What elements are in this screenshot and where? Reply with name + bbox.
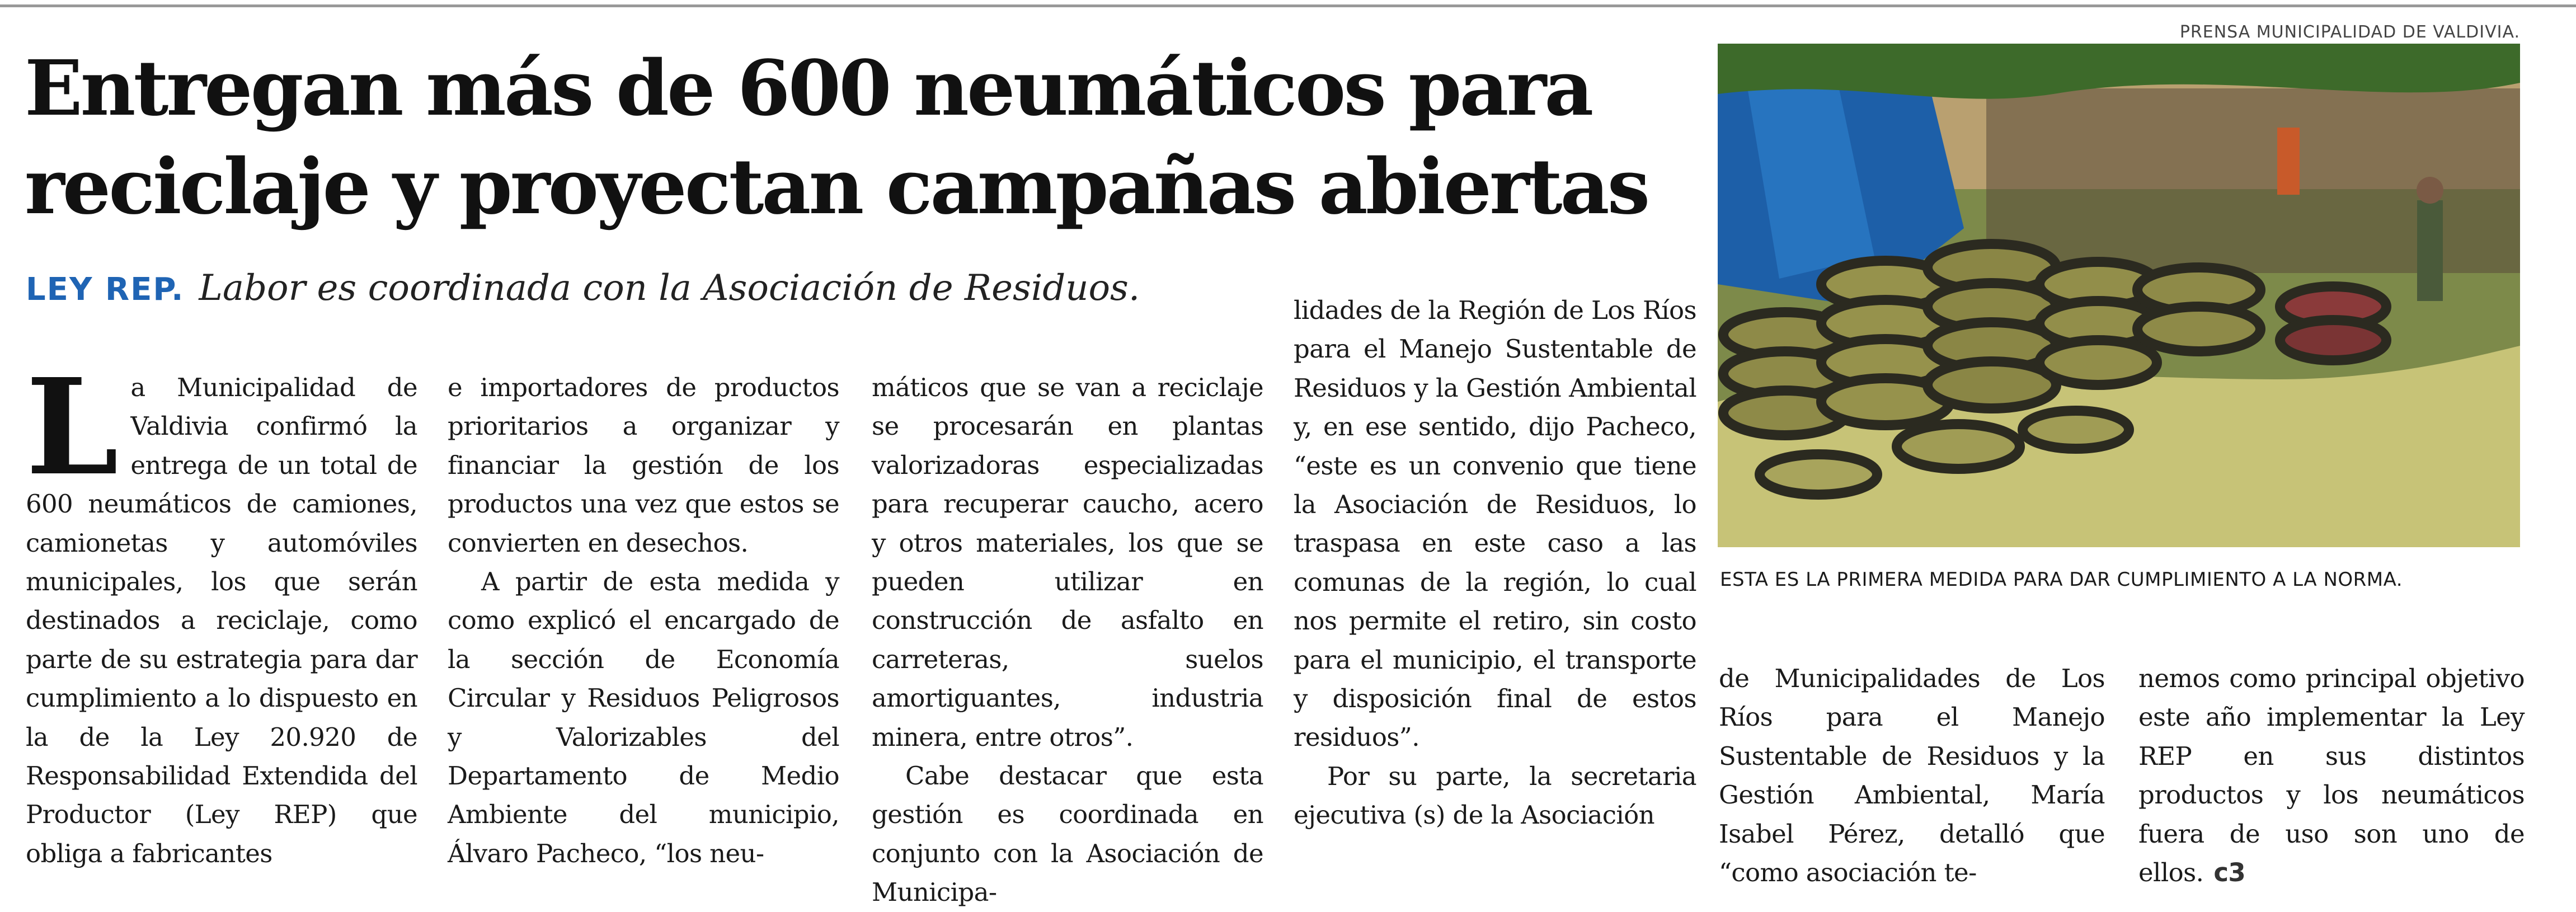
paragraph (2138, 659, 2525, 892)
body-column-3 (872, 368, 1263, 912)
end-mark: c3 (2213, 858, 2246, 888)
drop-cap: L (26, 349, 119, 505)
paragraph: de Municipalidades de Los Ríos para el Manejo Sustentable de Residuos y la Gestión Ambiental, María Isabel Pérez, detalló que “como asociación te- (1719, 664, 2105, 888)
paragraph: A partir de esta medida y como explicó el encargado de la sección de Economía Circular y Residuos Peligrosos y Valorizables del Departamento de Medio Ambiente del municipio, Álvaro Pacheco, “los neu- (448, 567, 839, 868)
paragraph: máticos que se van a reciclaje se procesarán en plantas valorizadoras especializadas para recuperar caucho, acero y otros materiales, los que se pueden utilizar en construcción de asfalto en carreteras, suelos amortiguantes, industria minera, entre otros”. (872, 373, 1263, 752)
paragraph: e importadores de productos prioritarios a organizar y financiar la gestión de los productos una vez que estos se convierten en desechos. (448, 373, 839, 558)
body-column-6 (2138, 659, 2525, 892)
photo-credit: PRENSA MUNICIPALIDAD DE VALDIVIA. (2179, 22, 2520, 42)
paragraph: Por su parte, la secretaria ejecutiva (s) de la Asociación (1294, 761, 1696, 830)
top-rule (0, 4, 2576, 7)
worker-head (2417, 177, 2443, 204)
tire-pile-photo (1718, 44, 2520, 547)
body-column-1 (26, 349, 417, 873)
photo-caption: ESTA ES LA PRIMERA MEDIDA PARA DAR CUMPLIMIENTO A LA NORMA. (1720, 568, 2403, 591)
body-column-2 (448, 368, 839, 873)
subhead (26, 267, 1301, 309)
paragraph: lidades de la Región de Los Ríos para el Manejo Sustentable de Residuos y la Gestión Ambiental y, en ese sentido, dijo Pacheco, “este es un convenio que tiene la Asociación de Residuos, lo traspasa en este caso a las comunas de la región, lo cual nos permite el retiro, sin costo para el municipio, el transporte y disposición final de estos residuos”. (1294, 295, 1696, 753)
article-photo (1718, 44, 2520, 547)
headline: Entregan más de 600 neumáticos para reciclaje y proyectan campañas abiertas (25, 44, 1648, 232)
deck: Labor es coordinada con la Asociación de Residuos. (199, 267, 1140, 309)
body-column-5 (1719, 659, 2105, 892)
worker-on-truck (2277, 128, 2300, 195)
paragraph: Cabe destacar que esta gestión es coordinada en conjunto con la Asociación de Municipa- (872, 761, 1263, 908)
paragraph-text: nemos como principal objetivo este año implementar la Ley REP en sus distintos productos y los neumáticos fuera de uso son uno de ellos. (2138, 664, 2525, 888)
body-column-4 (1294, 291, 1696, 835)
paragraph: a Municipalidad de Valdivia confirmó la entrega de un total de 600 neumáticos de camiones, camionetas y automóviles municipales, los que serán destinados a reciclaje, como parte de su estrategia para dar cumplimiento a lo dispuesto en la de la Ley 20.920 de Responsabilidad Extendida del Productor (Ley REP) que obliga a fabricantes (26, 373, 417, 868)
kicker: LEY REP. (26, 271, 185, 308)
worker-figure (2417, 200, 2443, 301)
